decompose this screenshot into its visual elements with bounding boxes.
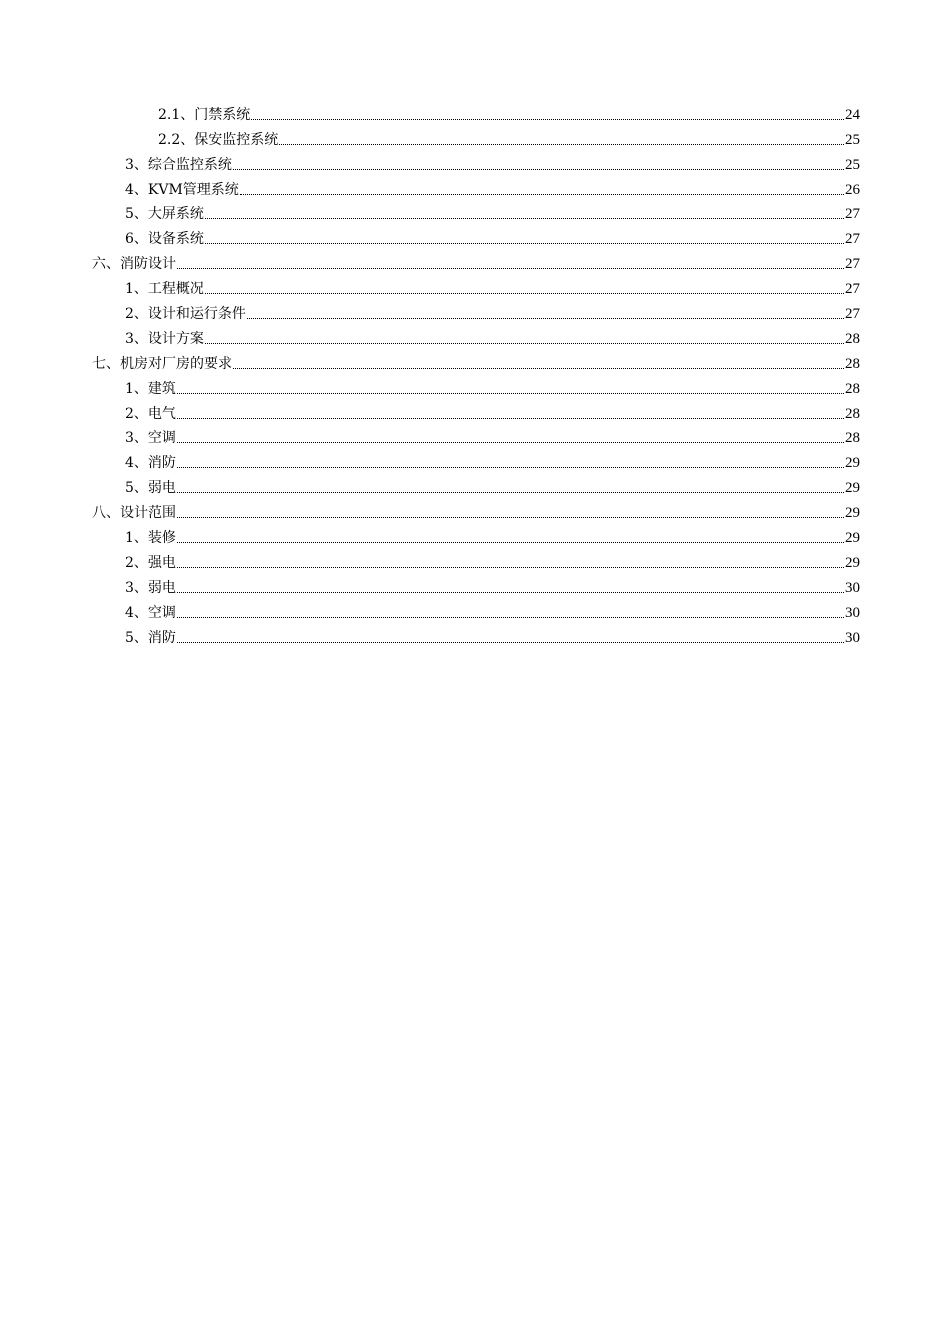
toc-dot-leader [233, 169, 844, 170]
toc-entry-label: 5、大屏系统 [125, 206, 204, 223]
toc-entry-label: 4、消防 [125, 455, 176, 472]
toc-entry-label: 2.2、保安监控系统 [158, 131, 279, 148]
toc-entry[interactable] [92, 497, 860, 522]
toc-entry-page-number: 25 [845, 156, 860, 173]
toc-entry-page-number: 28 [845, 330, 860, 347]
toc-dot-leader [177, 592, 844, 593]
toc-dot-leader [177, 393, 844, 394]
toc-entry-page-number: 27 [845, 206, 860, 223]
toc-dot-leader [240, 194, 844, 195]
toc-entry[interactable] [92, 248, 860, 273]
toc-dot-leader [177, 418, 844, 419]
toc-entry[interactable] [92, 323, 860, 348]
toc-entry-label: 2、电气 [125, 405, 176, 422]
toc-entry[interactable] [92, 273, 860, 298]
toc-dot-leader [247, 318, 844, 319]
toc-entry-page-number: 30 [845, 604, 860, 621]
toc-dot-leader [177, 517, 844, 518]
toc-entry[interactable] [92, 373, 860, 398]
toc-entry-page-number: 30 [845, 629, 860, 646]
toc-entry[interactable] [92, 199, 860, 224]
toc-entry-label: 5、弱电 [125, 480, 176, 497]
toc-entry-page-number: 29 [845, 455, 860, 472]
toc-dot-leader [177, 567, 844, 568]
toc-entry-page-number: 29 [845, 505, 860, 522]
toc-entry-page-number: 30 [845, 579, 860, 596]
toc-entry-label: 七、机房对厂房的要求 [92, 355, 232, 372]
toc-entry-page-number: 28 [845, 405, 860, 422]
toc-dot-leader [251, 119, 844, 120]
toc-entry[interactable] [92, 423, 860, 448]
toc-dot-leader [205, 243, 844, 244]
toc-entry-page-number: 28 [845, 355, 860, 372]
toc-entry[interactable] [92, 572, 860, 597]
toc-dot-leader [205, 293, 844, 294]
toc-entry-label: 6、设备系统 [125, 231, 204, 248]
toc-entry-label: 5、消防 [125, 629, 176, 646]
toc-entry-label: 3、综合监控系统 [125, 156, 232, 173]
toc-entry-label: 3、设计方案 [125, 330, 204, 347]
toc-dot-leader [177, 617, 844, 618]
toc-dot-leader [279, 144, 844, 145]
toc-entry-label: 1、工程概况 [125, 281, 204, 298]
toc-entry[interactable] [92, 597, 860, 622]
toc-entry-page-number: 27 [845, 256, 860, 273]
toc-entry-page-number: 24 [845, 106, 860, 123]
toc-entry[interactable] [92, 348, 860, 373]
toc-dot-leader [233, 368, 844, 369]
toc-entry[interactable] [92, 547, 860, 572]
toc-entry-page-number: 27 [845, 281, 860, 298]
toc-entry-page-number: 26 [845, 181, 860, 198]
toc-entry[interactable] [92, 298, 860, 323]
toc-entry-label: 2、设计和运行条件 [125, 306, 246, 323]
toc-entry-label: 4、空调 [125, 604, 176, 621]
table-of-contents [92, 99, 860, 647]
toc-dot-leader [205, 218, 844, 219]
toc-entry[interactable] [92, 174, 860, 199]
toc-dot-leader [177, 442, 844, 443]
toc-dot-leader [177, 642, 844, 643]
toc-entry-label: 3、弱电 [125, 579, 176, 596]
toc-entry-label: 2.1、门禁系统 [158, 106, 251, 123]
toc-entry-label: 1、建筑 [125, 380, 176, 397]
toc-entry-label: 3、空调 [125, 430, 176, 447]
toc-dot-leader [177, 467, 844, 468]
toc-dot-leader [205, 343, 844, 344]
toc-entry[interactable] [92, 124, 860, 149]
toc-entry[interactable] [92, 472, 860, 497]
toc-entry[interactable] [92, 149, 860, 174]
toc-entry[interactable] [92, 522, 860, 547]
toc-entry-page-number: 28 [845, 380, 860, 397]
toc-entry[interactable] [92, 398, 860, 423]
toc-entry-page-number: 27 [845, 231, 860, 248]
toc-entry-page-number: 29 [845, 530, 860, 547]
toc-entry[interactable] [92, 622, 860, 647]
toc-entry-label: 六、消防设计 [92, 256, 176, 273]
toc-entry[interactable] [92, 99, 860, 124]
toc-dot-leader [177, 542, 844, 543]
toc-entry-page-number: 25 [845, 131, 860, 148]
toc-entry-label: 1、装修 [125, 530, 176, 547]
toc-dot-leader [177, 492, 844, 493]
toc-entry-page-number: 29 [845, 480, 860, 497]
toc-entry-label: 2、强电 [125, 554, 176, 571]
toc-entry-page-number: 27 [845, 306, 860, 323]
toc-entry-label: 4、KVM管理系统 [125, 181, 239, 198]
toc-entry[interactable] [92, 223, 860, 248]
toc-dot-leader [177, 268, 844, 269]
toc-entry-page-number: 28 [845, 430, 860, 447]
toc-entry-page-number: 29 [845, 554, 860, 571]
toc-entry-label: 八、设计范围 [92, 505, 176, 522]
toc-entry[interactable] [92, 447, 860, 472]
